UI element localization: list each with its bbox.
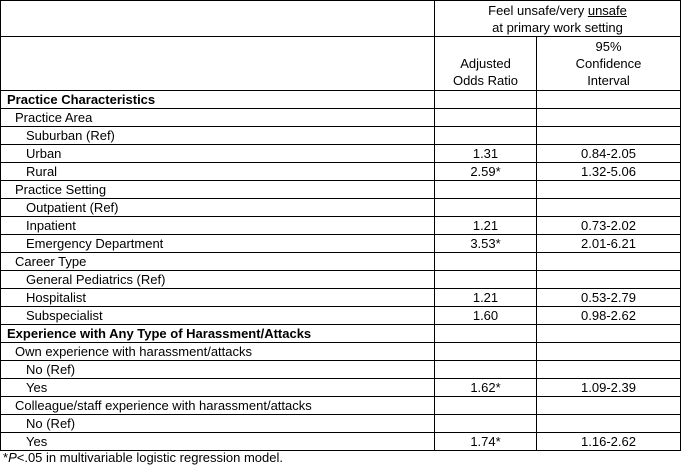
confidence-interval-cell: 1.09-2.39: [537, 379, 681, 397]
table-row: [1, 127, 681, 145]
table-row: [1, 415, 681, 433]
table-row: [1, 109, 681, 127]
row-label: Yes: [1, 433, 435, 451]
row-label: Practice Setting: [1, 181, 435, 199]
confidence-interval-cell: [537, 253, 681, 271]
table-row: [1, 253, 681, 271]
table-row: [1, 181, 681, 199]
row-label: Urban: [1, 145, 435, 163]
table-row: [1, 343, 681, 361]
underlined-word: unsafe: [587, 2, 627, 18]
odds-ratio-cell: [435, 253, 537, 271]
row-label: Own experience with harassment/attacks: [1, 343, 435, 361]
odds-ratio-cell: 1.21: [435, 289, 537, 307]
odds-ratio-header: Adjusted Odds Ratio: [435, 37, 537, 91]
table-row: [1, 271, 681, 289]
table-row: [1, 199, 681, 217]
confidence-interval-cell: [537, 397, 681, 415]
odds-ratio-cell: 1.21: [435, 217, 537, 235]
row-label: Inpatient: [1, 217, 435, 235]
outcome-header: Feel unsafe/very unsafe at primary work setting: [435, 1, 681, 37]
odds-ratio-cell: [435, 415, 537, 433]
table-row: [1, 91, 681, 109]
confidence-interval-cell: 1.32-5.06: [537, 163, 681, 181]
odds-ratio-cell: [435, 181, 537, 199]
confidence-interval-header: 95% Confidence Interval: [537, 37, 681, 91]
odds-ratio-cell: 3.53*: [435, 235, 537, 253]
confidence-interval-cell: [537, 271, 681, 289]
footnote: *P<.05 in multivariable logistic regression model.: [3, 450, 283, 465]
odds-ratio-cell: 1.74*: [435, 433, 537, 451]
confidence-interval-cell: [537, 109, 681, 127]
odds-ratio-cell: [435, 127, 537, 145]
table-row: [1, 433, 681, 451]
confidence-interval-cell: 1.16-2.62: [537, 433, 681, 451]
confidence-interval-cell: 0.53-2.79: [537, 289, 681, 307]
confidence-interval-cell: [537, 127, 681, 145]
table-row: [1, 307, 681, 325]
row-label: Career Type: [1, 253, 435, 271]
row-label: Outpatient (Ref): [1, 199, 435, 217]
header-row-1: [1, 1, 681, 37]
header-blank-cell-2: [1, 37, 435, 91]
table-row: [1, 289, 681, 307]
confidence-interval-cell: [537, 199, 681, 217]
table-row: [1, 397, 681, 415]
table-row: [1, 235, 681, 253]
odds-ratio-cell: [435, 109, 537, 127]
row-label: Practice Area: [1, 109, 435, 127]
odds-ratio-cell: [435, 271, 537, 289]
row-label: Subspecialist: [1, 307, 435, 325]
row-label: Rural: [1, 163, 435, 181]
odds-ratio-cell: [435, 91, 537, 109]
row-label: Hospitalist: [1, 289, 435, 307]
confidence-interval-cell: [537, 325, 681, 343]
confidence-interval-cell: 0.73-2.02: [537, 217, 681, 235]
row-label: General Pediatrics (Ref): [1, 271, 435, 289]
odds-ratio-cell: [435, 325, 537, 343]
odds-ratio-cell: 1.62*: [435, 379, 537, 397]
odds-ratio-cell: 1.31: [435, 145, 537, 163]
table-row: [1, 361, 681, 379]
confidence-interval-cell: [537, 91, 681, 109]
odds-ratio-cell: [435, 343, 537, 361]
row-label: Colleague/staff experience with harassment/attacks: [1, 397, 435, 415]
row-label: Experience with Any Type of Harassment/Attacks: [1, 325, 435, 343]
header-row-2: [1, 37, 681, 91]
odds-ratio-cell: 1.60: [435, 307, 537, 325]
row-label: Yes: [1, 379, 435, 397]
row-label: No (Ref): [1, 361, 435, 379]
confidence-interval-cell: [537, 343, 681, 361]
confidence-interval-cell: 0.84-2.05: [537, 145, 681, 163]
confidence-interval-cell: 0.98-2.62: [537, 307, 681, 325]
odds-ratio-cell: [435, 361, 537, 379]
table-row: [1, 145, 681, 163]
row-label: Emergency Department: [1, 235, 435, 253]
confidence-interval-cell: [537, 361, 681, 379]
table-row: [1, 379, 681, 397]
odds-ratio-cell: [435, 199, 537, 217]
table-body: [1, 91, 681, 451]
confidence-interval-cell: 2.01-6.21: [537, 235, 681, 253]
row-label: Suburban (Ref): [1, 127, 435, 145]
table-row: [1, 325, 681, 343]
header-blank-cell: [1, 1, 435, 37]
row-label: No (Ref): [1, 415, 435, 433]
row-label: Practice Characteristics: [1, 91, 435, 109]
table-row: [1, 163, 681, 181]
confidence-interval-cell: [537, 181, 681, 199]
odds-ratio-cell: 2.59*: [435, 163, 537, 181]
odds-ratio-cell: [435, 397, 537, 415]
table-row: [1, 217, 681, 235]
confidence-interval-cell: [537, 415, 681, 433]
